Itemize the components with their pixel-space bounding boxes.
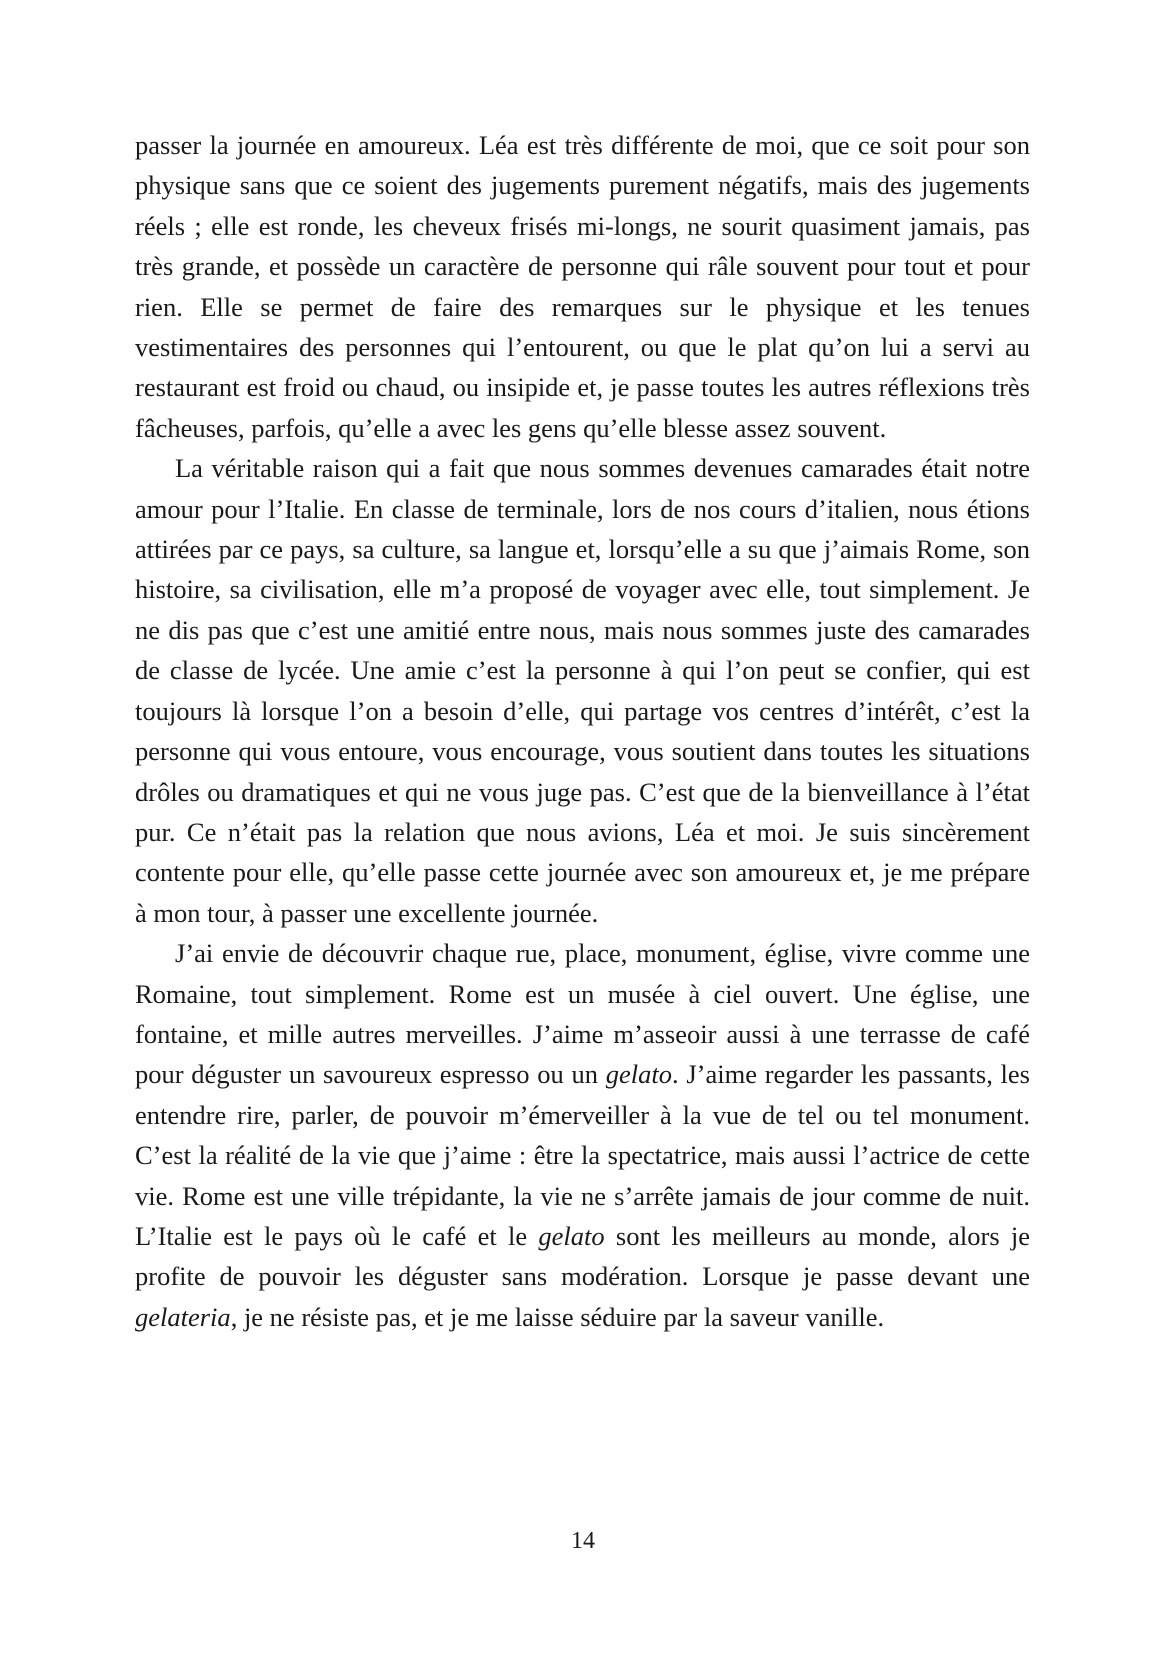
body-text [135, 125, 1030, 1337]
italic-term: gelato [538, 1220, 605, 1251]
paragraph [135, 933, 1030, 1337]
italic-term: gelato [605, 1059, 672, 1090]
paragraph [135, 125, 1030, 448]
text-run: J’ai envie de découvrir chaque rue, place, monument, église, vivre comme une Romaine, tout simplement. Rome est un musée à ciel ouvert. Une église, une fontaine, et mille autres merveilles. J’aime m’asseoir aussi à une terrasse de café pour déguster un savoureux espresso ou un [135, 938, 1030, 1090]
text-run: . J’aime regarder les passants, les entendre rire, parler, de pouvoir m’émerveiller à la vue de tel ou tel monument. C’est la réalité de la vie que j’aime : être la spectatrice, mais aussi l’actrice de cette vie. Rome est une ville trépidante, la vie ne s’arrête jamais de jour comme de nuit. L’Italie est le pays où le café et le [135, 1059, 1030, 1251]
paragraph [135, 448, 1030, 933]
text-run: passer la journée en amoureux. Léa est très différente de moi, que ce soit pour son physique sans que ce soient des jugements purement négatifs, mais des jugements réels ; elle est ronde, les cheveux frisés mi-longs, ne sourit quasiment jamais, pas très grande, et possède un caractère de personne qui râle souvent pour tout et pour rien. Elle se permet de faire des remarques sur le physique et les tenues vestimentaires des personnes qui l’entourent, ou que le plat qu’on lui a servi au restaurant est froid ou chaud, ou insipide et, je passe toutes les autres réflexions très fâcheuses, parfois, qu’elle a avec les gens qu’elle blesse assez souvent. [135, 130, 1030, 443]
text-run: , je ne résiste pas, et je me laisse séduire par la saveur vanille. [230, 1301, 885, 1332]
text-run: La véritable raison qui a fait que nous sommes devenues camarades était notre amour pour l’Italie. En classe de terminale, lors de nos cours d’italien, nous étions attirées par ce pays, sa culture, sa langue et, lorsqu’elle a su que j’aimais Rome, son histoire, sa civilisation, elle m’a proposé de voyager avec elle, tout simplement. Je ne dis pas que c’est une amitié entre nous, mais nous sommes juste des camarades de classe de lycée. Une amie c’est la personne à qui l’on peut se confier, qui est toujours là lorsque l’on a besoin d’elle, qui partage vos centres d’intérêt, c’est la personne qui vous entoure, vous encourage, vous soutient dans toutes les situations drôles ou dramatiques et qui ne vous juge pas. C’est que de la bienveillance à l’état pur. Ce n’était pas la relation que nous avions, Léa et moi. Je suis sincèrement contente pour elle, qu’elle passe cette journée avec son amoureux et, je me prépare à mon tour, à passer une excellente journée. [135, 453, 1030, 928]
page-number: 14 [571, 1528, 595, 1554]
italic-term: gelateria [135, 1301, 231, 1332]
text-run: sont les meilleurs au monde, alors je profite de pouvoir les déguster sans modération. Lorsque je passe devant une [135, 1220, 1031, 1292]
